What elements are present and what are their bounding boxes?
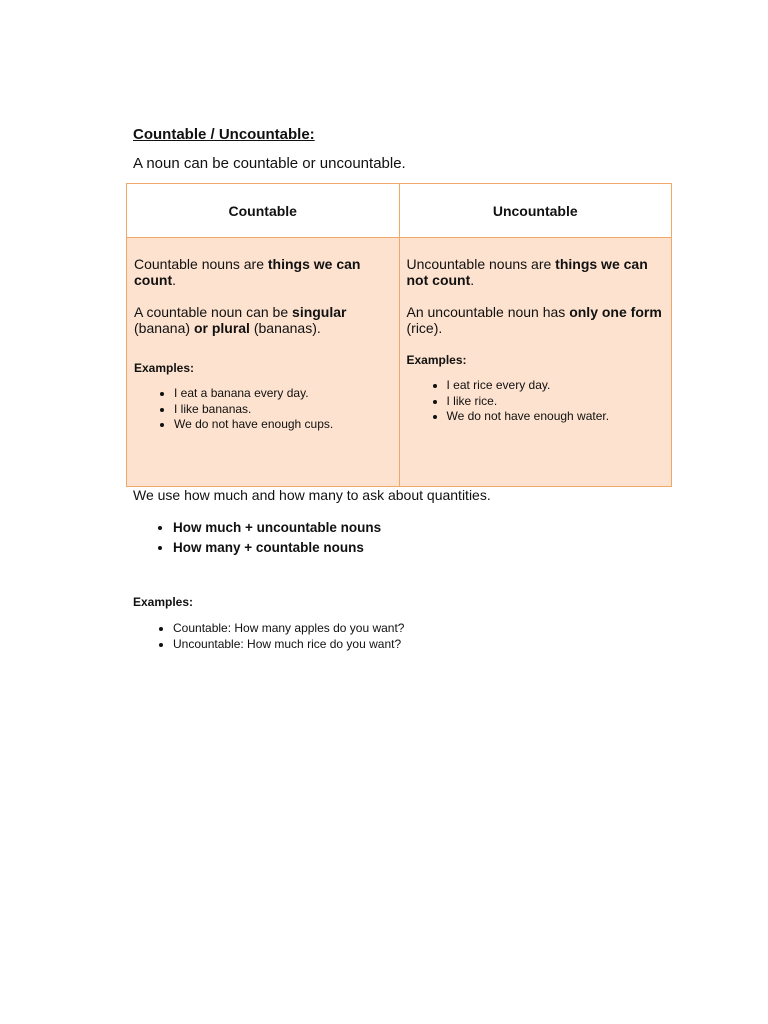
uncountable-form	[407, 304, 666, 336]
list-item: • We do not have enough water.	[447, 409, 666, 425]
text-run: .	[470, 272, 475, 288]
text-run: Uncountable nouns are	[406, 256, 556, 272]
list-item: • Countable: How many apples do you want?	[173, 620, 404, 636]
text-run: (rice).	[406, 320, 443, 336]
intro-text: A noun can be countable or uncountable.	[133, 155, 406, 172]
text-run: .	[172, 272, 176, 288]
uncountable-cell	[399, 238, 672, 487]
examples-list	[133, 620, 404, 652]
countable-examples-label: Examples:	[134, 361, 195, 375]
table-header-row	[127, 184, 672, 238]
text-run: (banana)	[134, 320, 194, 336]
list-item: • We do not have enough cups.	[174, 417, 393, 433]
list-item: • I eat a banana every day.	[174, 386, 393, 402]
examples-label: Examples:	[133, 595, 194, 609]
list-item: • I like rice.	[447, 394, 666, 410]
list-item: • I like bananas.	[174, 402, 393, 418]
countable-examples-list	[134, 386, 393, 433]
rules-list	[133, 518, 381, 558]
bold-run: things we can count	[134, 256, 361, 288]
bold-run: only one form	[569, 304, 662, 320]
countable-definition	[134, 256, 393, 288]
list-item: • How much + uncountable nouns	[173, 518, 381, 538]
list-item: • How many + countable nouns	[173, 538, 381, 558]
uncountable-definition	[407, 256, 666, 288]
text-run: A countable noun can be	[134, 304, 293, 320]
page-title: Countable / Uncountable:	[133, 126, 315, 143]
text-run: Countable nouns are	[134, 256, 268, 272]
header-uncountable: Uncountable	[399, 184, 672, 238]
countable-cell	[127, 238, 400, 487]
uncountable-examples-list	[407, 378, 666, 425]
countable-uncountable-table	[126, 183, 672, 487]
table-body-row	[127, 238, 672, 487]
bold-run: things we can not count	[406, 256, 648, 288]
header-countable: Countable	[127, 184, 400, 238]
countable-form	[134, 304, 393, 336]
uncountable-examples-label: Examples:	[406, 353, 467, 367]
bold-run: singular	[292, 304, 347, 320]
list-item: • I eat rice every day.	[447, 378, 666, 394]
bold-run: or plural	[193, 320, 250, 336]
text-run: (bananas).	[249, 320, 321, 336]
text-run: An uncountable noun has	[406, 304, 570, 320]
list-item: • Uncountable: How much rice do you want?	[173, 636, 404, 652]
usage-text: We use how much and how many to ask about quantities.	[133, 487, 491, 503]
